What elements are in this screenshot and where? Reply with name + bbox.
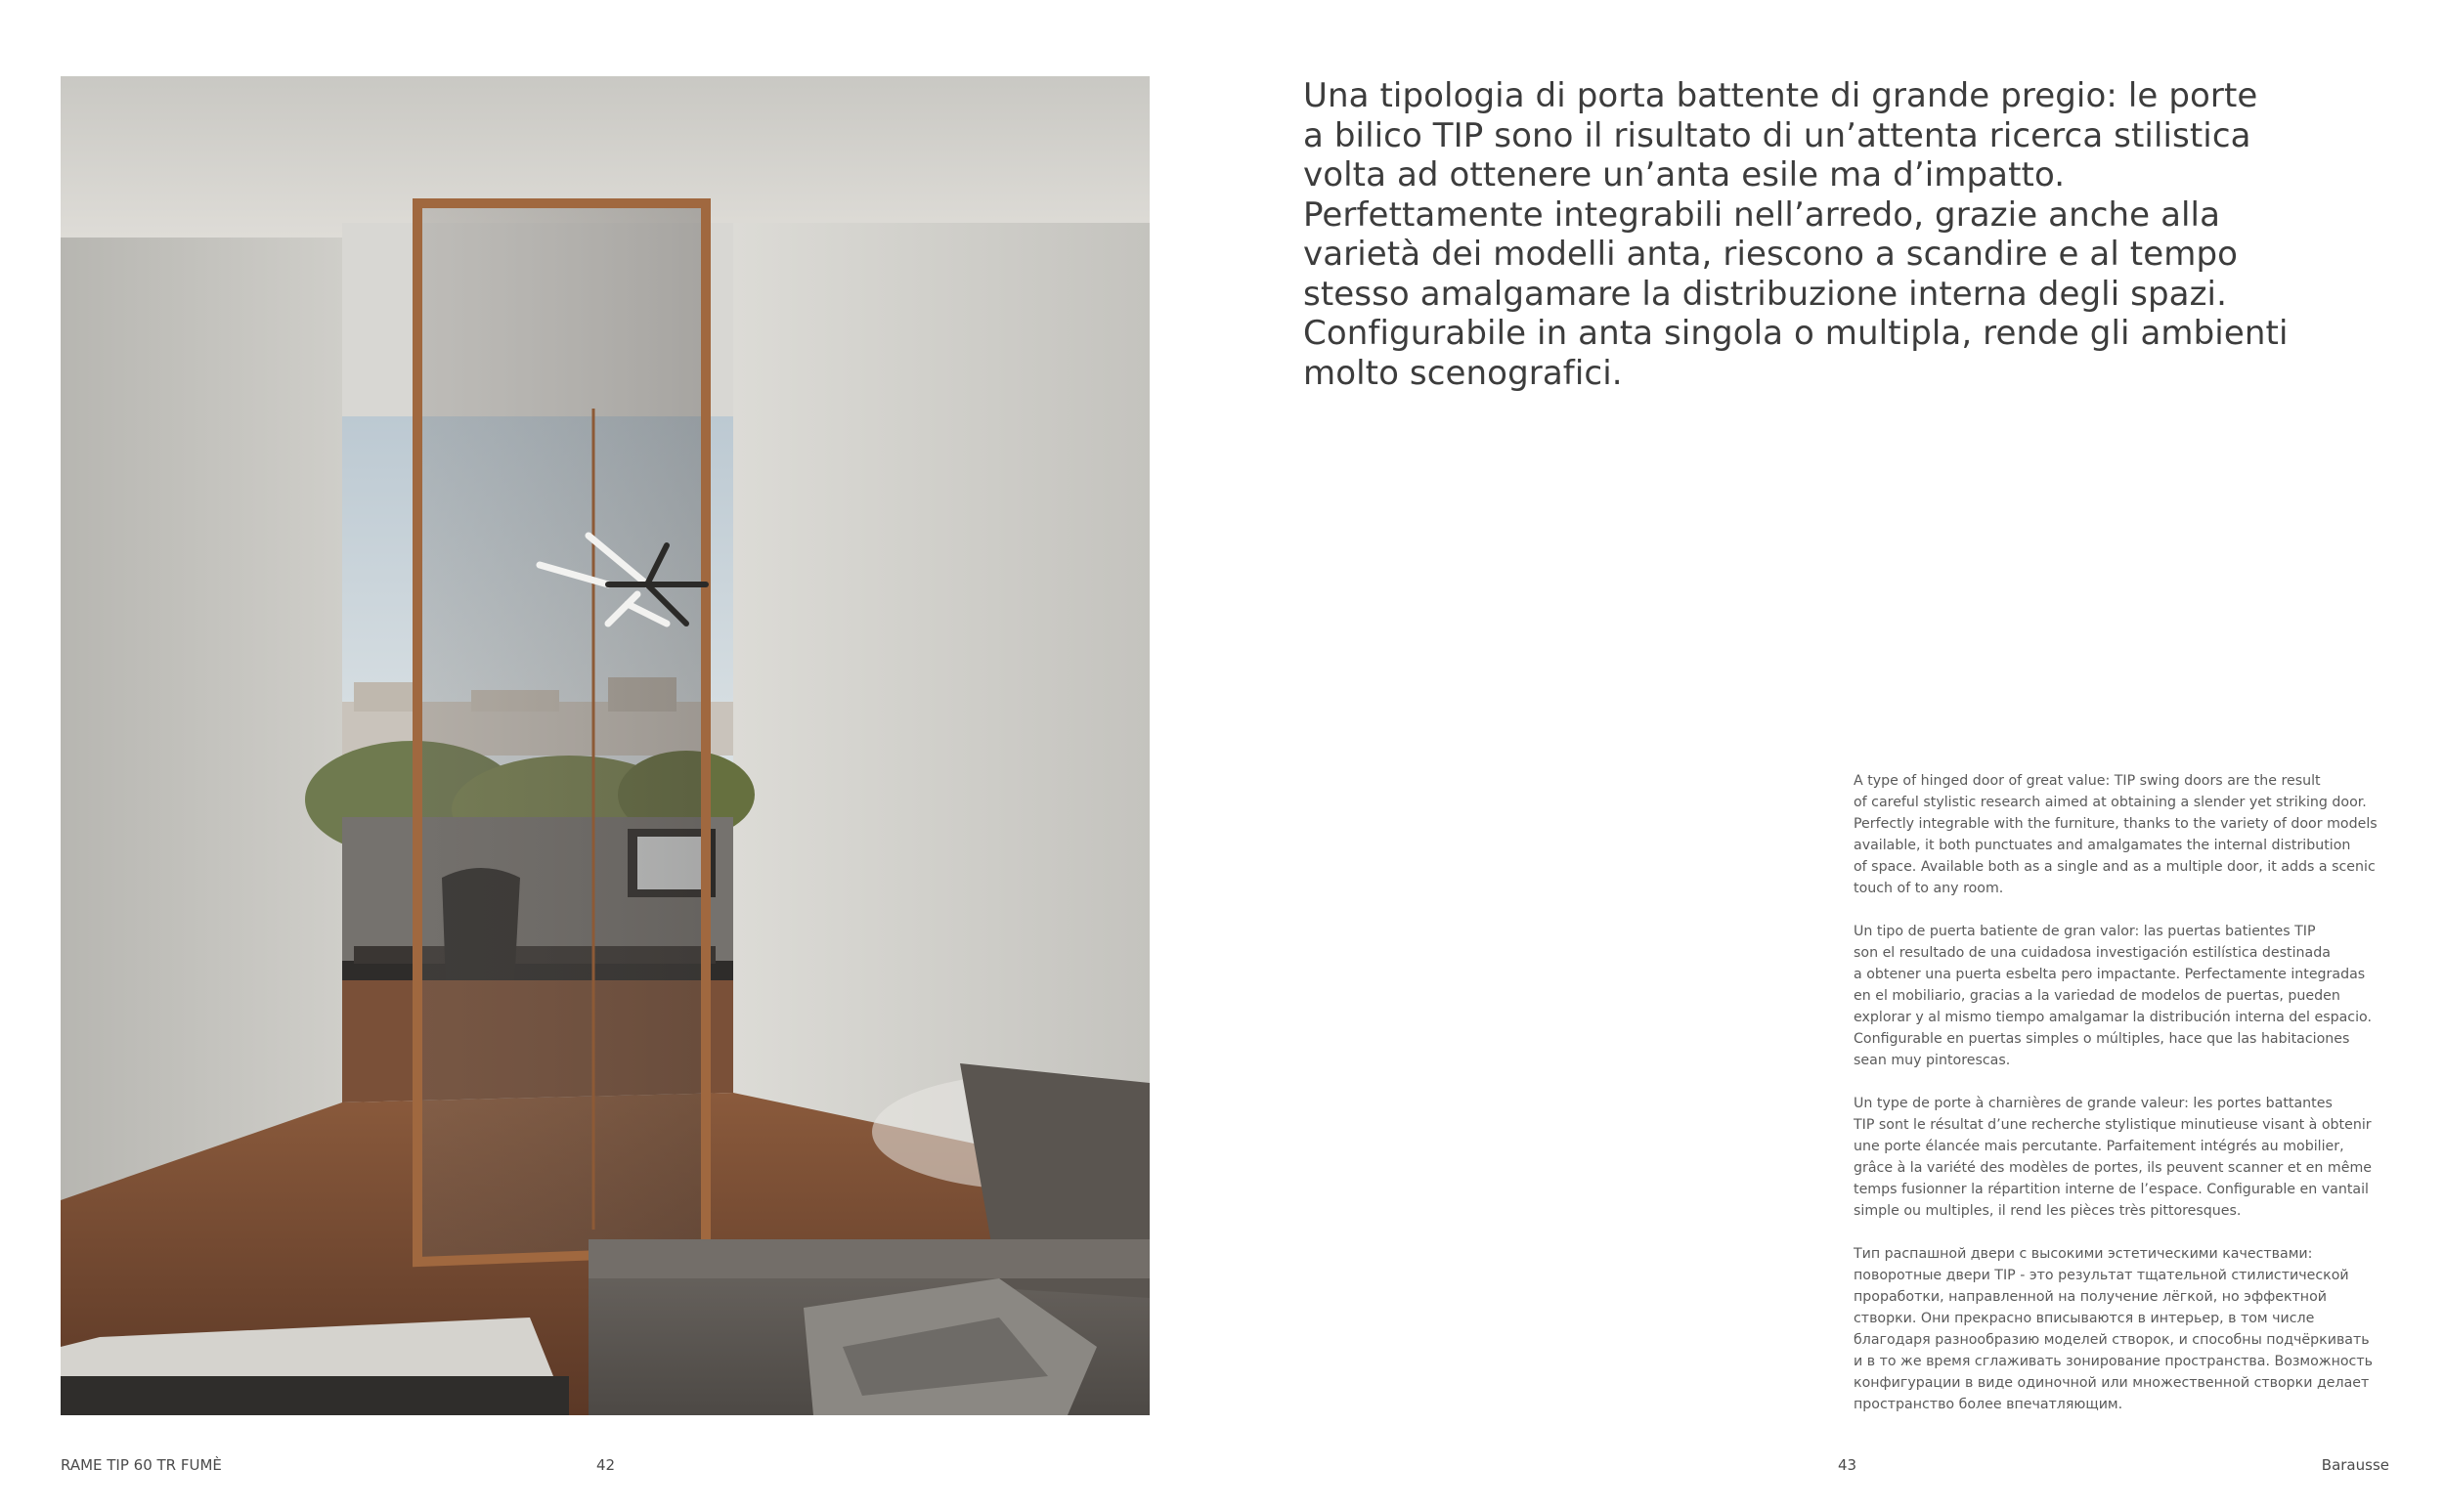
paragraph-french [1854, 1093, 2401, 1222]
text-line: поворотные двери TIP - это результат тщательной стилистической [1854, 1268, 2349, 1283]
text-line: Тип распашной двери с высокими эстетическими качествами: [1854, 1246, 2313, 1262]
text-line: и в то же время сглаживать зонирование пространства. Возможность [1854, 1354, 2373, 1369]
page-number-left: 42 [596, 1456, 616, 1474]
text-line: Un tipo de puerta batiente de gran valor: las puertas batientes TIP [1854, 924, 2316, 939]
brand-name: Barausse [2321, 1456, 2389, 1474]
text-line: Configurable en puertas simples o múltiples, hace que las habitaciones [1854, 1031, 2350, 1047]
text-line: temps fusionner la répartition interne de l’espace. Configurable en vantail [1854, 1182, 2369, 1197]
headline-line: Una tipologia di porta battente di grande pregio: le porte [1303, 76, 2258, 115]
headline-line: volta ad ottenere un’anta esile ma d’impatto. [1303, 155, 2066, 194]
text-line: TIP sont le résultat d’une recherche stylistique minutieuse visant à obtenir [1854, 1117, 2372, 1133]
headline-line: Perfettamente integrabili nell’arredo, grazie anche alla [1303, 194, 2221, 235]
text-line: створки. Они прекрасно вписываются в интерьер, в том числе [1854, 1311, 2315, 1326]
headline-line: a bilico TIP sono il risultato di un’attenta ricerca stilistica [1303, 115, 2251, 155]
text-line: available, it both punctuates and amalgamates the internal distribution [1854, 838, 2351, 853]
text-line: of careful stylistic research aimed at obtaining a slender yet striking door. [1854, 795, 2367, 810]
text-line: Un type de porte à charnières de grande valeur: les portes battantes [1854, 1096, 2333, 1111]
text-line: son el resultado de una cuidadosa investigación estilística destinada [1854, 945, 2331, 961]
headline-italian [1303, 76, 2418, 393]
text-line: simple ou multiples, il rend les pièces très pittoresques. [1854, 1203, 2242, 1219]
text-line: A type of hinged door of great value: TIP swing doors are the result [1854, 773, 2321, 789]
text-line: une porte élancée mais percutante. Parfaitement intégrés au mobilier, [1854, 1139, 2344, 1154]
page-number-right: 43 [1838, 1456, 1857, 1474]
headline-line: varietà dei modelli anta, riescono a scandire e al tempo [1303, 235, 2239, 274]
headline-line: molto scenografici. [1303, 353, 1623, 393]
paragraph-english [1854, 770, 2401, 899]
text-line: of space. Available both as a single and as a multiple door, it adds a scenic [1854, 859, 2376, 875]
text-line: конфигурации в виде одиночной или множественной створки делает [1854, 1375, 2370, 1391]
text-line: sean muy pintorescas. [1854, 1053, 2011, 1068]
text-line: explorar y al mismo tiempo amalgamar la distribución interna del espacio. [1854, 1010, 2372, 1025]
text-line: проработки, направленной на получение лёгкой, но эффектной [1854, 1289, 2327, 1305]
headline-line: Configurabile in anta singola o multipla, rende gli ambienti [1303, 314, 2289, 353]
text-line: en el mobiliario, gracias a la variedad de modelos de puertas, pueden [1854, 988, 2340, 1004]
headline-line: stesso amalgamare la distribuzione interna degli spazi. [1303, 274, 2227, 314]
text-line: Perfectly integrable with the furniture, thanks to the variety of door models [1854, 816, 2378, 832]
photo-illustration [61, 76, 1150, 1415]
translations-block [1854, 770, 2401, 1437]
text-line: пространство более впечатляющим. [1854, 1397, 2123, 1412]
text-line: grâce à la variété des modèles de portes, ils peuvent scanner et en même [1854, 1160, 2372, 1176]
text-line: a obtener una puerta esbelta pero impactante. Perfectamente integradas [1854, 967, 2366, 982]
paragraph-spanish [1854, 921, 2401, 1071]
product-label: RAME TIP 60 TR FUMÈ [61, 1456, 222, 1474]
interior-photo-rame-tip-door [61, 76, 1150, 1415]
text-line: благодаря разнообразию моделей створок, и способны подчёркивать [1854, 1332, 2370, 1348]
text-line: touch of to any room. [1854, 881, 2004, 896]
paragraph-russian [1854, 1243, 2401, 1415]
